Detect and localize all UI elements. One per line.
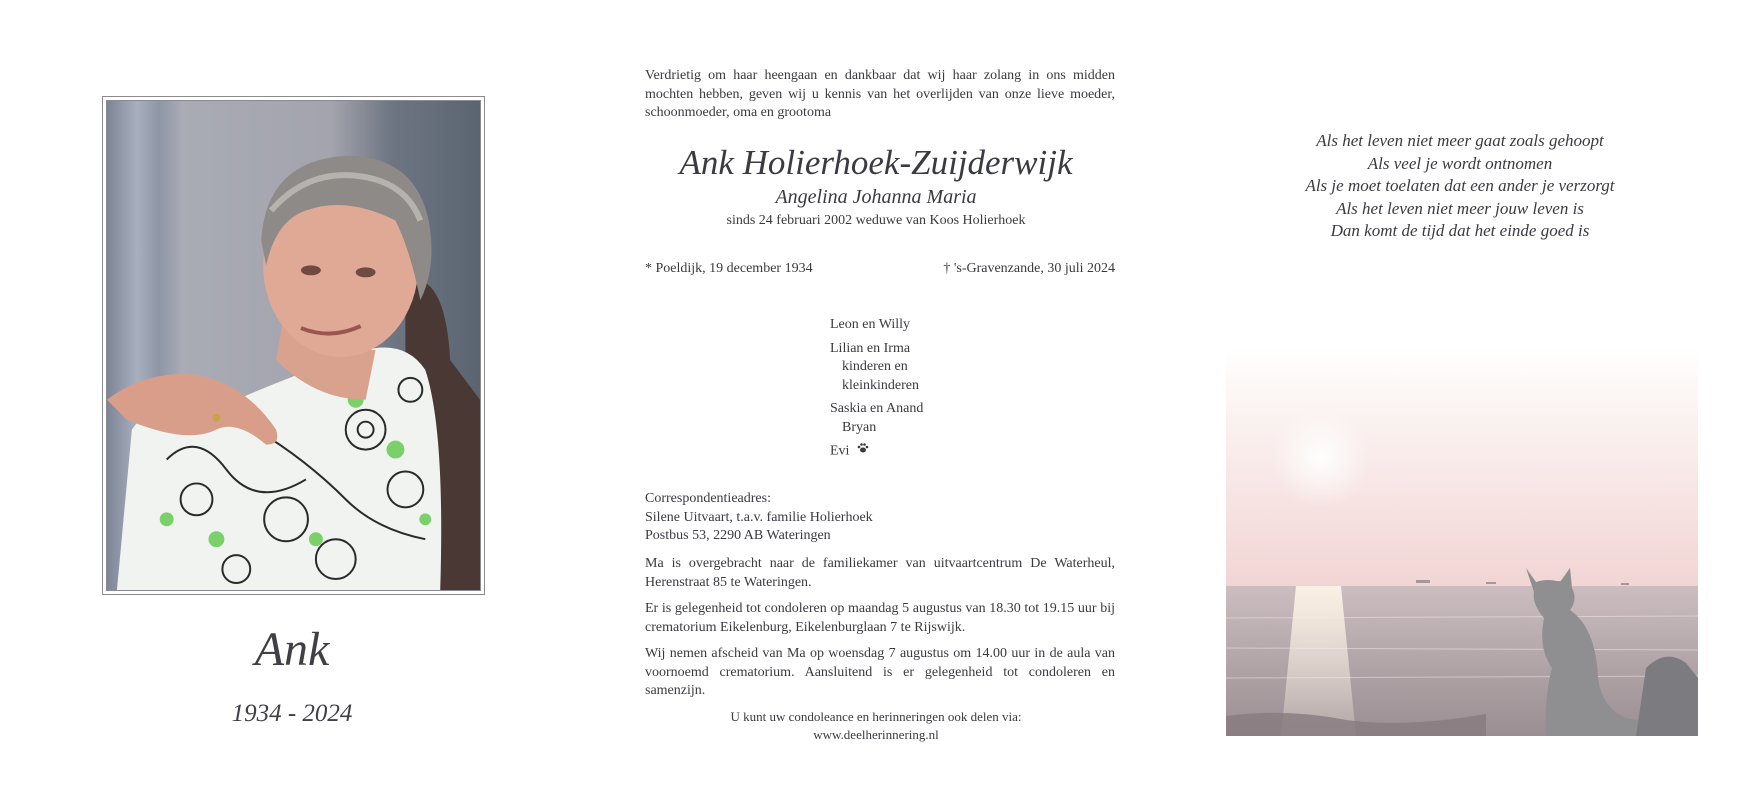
paragraph-transfer: Ma is overgebracht naar de familiekamer van uitvaartcentrum De Waterheul, Herenstraat 85 te Wateringen. bbox=[645, 556, 1115, 590]
poem-line: Als veel je wordt ontnomen bbox=[1367, 153, 1553, 173]
family-item: kinderen en bbox=[842, 359, 908, 374]
correspondence-line: Silene Uitvaart, t.a.v. familie Holierhoek bbox=[645, 509, 873, 525]
family-item: Leon en Willy bbox=[830, 317, 911, 332]
deceased-given-names: Angelina Johanna Maria bbox=[775, 186, 977, 208]
death-info: † 's-Gravenzande, 30 juli 2024 bbox=[943, 261, 1115, 276]
family-item: Saskia en Anand bbox=[830, 401, 924, 416]
share-line: U kunt uw condoleance en herinneringen ook delen via: bbox=[730, 709, 1022, 724]
correspondence-label: Correspondentieadres: bbox=[645, 491, 771, 506]
sunset-cat-image bbox=[1226, 348, 1698, 736]
left-panel bbox=[0, 0, 584, 807]
middle-panel bbox=[584, 0, 1168, 807]
correspondence-line: Postbus 53, 2290 AB Wateringen bbox=[645, 528, 831, 543]
intro-text: Verdrietig om haar heengaan en dankbaar dat wij haar zolang in ons midden mochten hebben, geven wij u kennis van het overlijden van onze lieve moeder, schoonmoeder, oma en grootoma bbox=[645, 68, 1115, 120]
right-panel bbox=[1168, 0, 1752, 807]
poem-line: Als het leven niet meer gaat zoals gehoopt bbox=[1316, 131, 1604, 150]
paw-icon bbox=[857, 442, 869, 461]
family-item-evi bbox=[830, 442, 923, 461]
deceased-short-name: Ank bbox=[254, 623, 330, 676]
deceased-full-name: Ank Holierhoek-Zuijderwijk bbox=[679, 143, 1073, 182]
family-item: Bryan bbox=[842, 419, 877, 435]
website-link[interactable]: www.deelherinnering.nl bbox=[813, 727, 939, 742]
widow-line: sinds 24 februari 2002 weduwe van Koos Holierhoek bbox=[726, 213, 1026, 228]
family-item: Lilian en Irma bbox=[830, 340, 911, 356]
poem-line: Dan komt de tijd dat het einde goed is bbox=[1330, 221, 1590, 240]
family-item: kleinkinderen bbox=[842, 377, 919, 393]
share-note bbox=[584, 708, 1168, 744]
paragraph-condolence: Er is gelegenheid tot condoleren op maandag 5 augustus van 18.30 tot 19.15 uur bij crematorium Eikelenburg, Eikelenburglaan 7 te Rijswijk. bbox=[645, 601, 1115, 635]
poem-line: Als je moet toelaten dat een ander je verzorgt bbox=[1305, 176, 1615, 195]
paragraph-farewell: Wij nemen afscheid van Ma op woensdag 7 augustus om 14.00 uur in de aula van voornoemd crematorium. Aansluitend is er gelegenheid tot condoleren en samenzijn. bbox=[645, 646, 1115, 698]
family-item: Evi bbox=[830, 443, 850, 459]
portrait-frame bbox=[102, 96, 485, 595]
family-list bbox=[830, 316, 923, 461]
life-years: 1934 - 2024 bbox=[231, 700, 353, 727]
birth-info: * Poeldijk, 19 december 1934 bbox=[645, 261, 813, 276]
poem bbox=[1168, 130, 1752, 243]
portrait-photo bbox=[106, 100, 481, 591]
poem-line: Als het leven niet meer jouw leven is bbox=[1336, 198, 1584, 218]
